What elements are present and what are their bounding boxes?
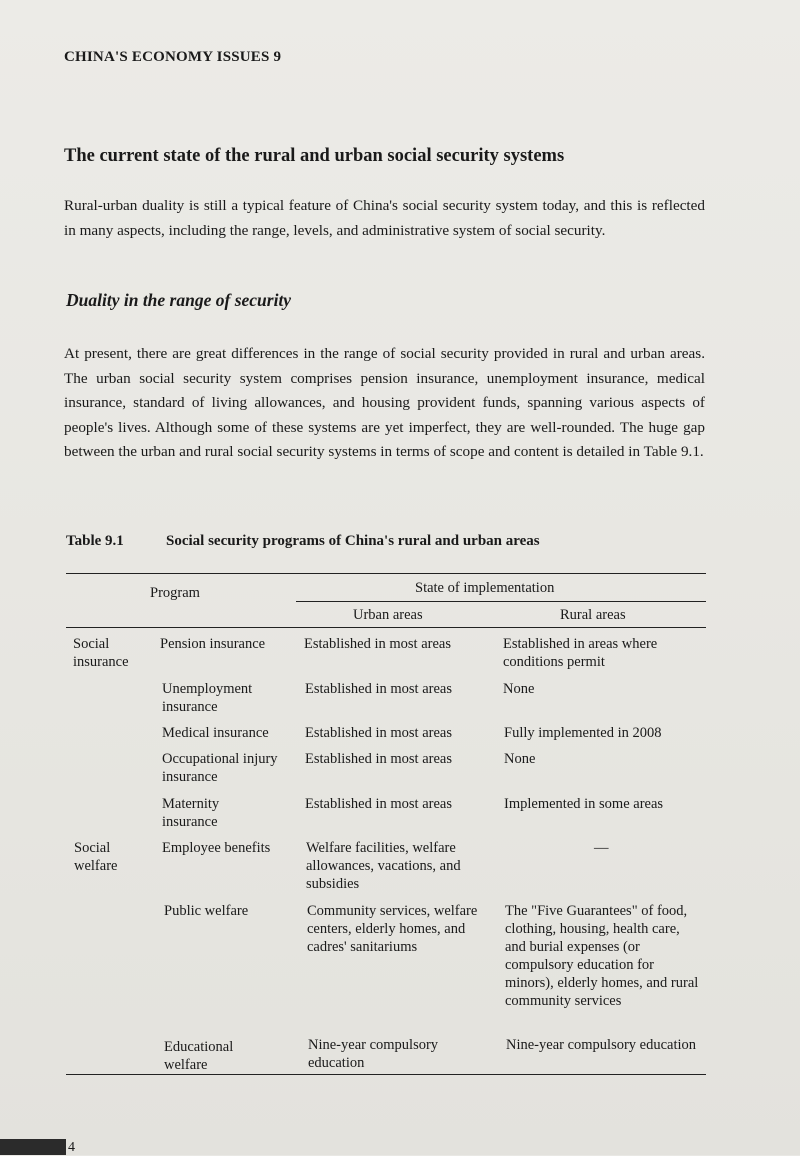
running-head: CHINA'S ECONOMY ISSUES 9 [64, 49, 282, 65]
table-top-rule [66, 573, 706, 574]
footer-bar [0, 1139, 66, 1155]
subhead-rule [66, 627, 706, 628]
program-cell: Pension insurance [160, 636, 266, 652]
program-cell: Public welfare [164, 903, 249, 919]
page-number: 4 [68, 1140, 75, 1155]
table-number: Table 9.1 [66, 533, 124, 549]
program-cell: Educational welfare [164, 1039, 234, 1073]
rural-cell: None [503, 681, 535, 697]
rural-cell: Nine-year compulsory education [506, 1037, 697, 1053]
rural-cell: — [594, 840, 609, 856]
rural-cell: Established in areas where conditions permit [503, 636, 658, 670]
program-cell: Occupational injury insurance [162, 751, 278, 785]
urban-cell: Established in most areas [305, 725, 452, 741]
table-caption [66, 533, 540, 550]
state-header-rule [296, 601, 706, 602]
rural-cell: Implemented in some areas [504, 796, 664, 812]
group-label: Social insurance [73, 636, 129, 670]
program-cell: Maternity insurance [162, 796, 220, 830]
group-label: Social welfare [74, 840, 118, 874]
subsection-title: Duality in the range of security [66, 290, 292, 310]
rural-cell: The "Five Guarantees" of food, clothing, housing, health care, and burial expenses (or compulsory education for minors), elderly homes, and rural community services [505, 903, 699, 1009]
urban-cell: Established in most areas [305, 681, 452, 697]
urban-cell: Community services, welfare centers, elderly homes, and cadres' sanitariums [307, 903, 478, 955]
rural-cell: Fully implemented in 2008 [504, 725, 662, 741]
header-state: State of implementation [415, 580, 555, 596]
urban-cell: Welfare facilities, welfare allowances, vacations, and subsidies [306, 840, 461, 892]
table-title: Social security programs of China's rural and urban areas [166, 533, 540, 549]
header-program: Program [150, 585, 200, 601]
body-paragraph: At present, there are great differences in the range of social security provided in rural and urban areas. The urban social security system comprises pension insurance, unemployment insurance, medical insurance, standard of living allowances, and housing provident funds, spanning various aspects of people's lives. Although some of these systems are yet imperfect, they are well-rounded. The huge gap between the urban and rural social security systems in terms of scope and content is detailed in Table 9.1. [64, 345, 705, 461]
header-urban: Urban areas [353, 607, 423, 623]
urban-cell: Nine-year compulsory education [308, 1037, 439, 1071]
section-title: The current state of the rural and urban social security systems [64, 146, 565, 166]
header-rural: Rural areas [560, 607, 626, 623]
program-cell: Medical insurance [162, 725, 269, 741]
urban-cell: Established in most areas [305, 796, 452, 812]
intro-paragraph: Rural-urban duality is still a typical feature of China's social security system today, and this is reflected in many aspects, including the range, levels, and administrative system of social security. [64, 197, 705, 239]
urban-cell: Established in most areas [304, 636, 451, 652]
program-cell: Unemployment insurance [162, 681, 253, 715]
table-bottom-rule [66, 1074, 706, 1075]
rural-cell: None [504, 751, 536, 767]
urban-cell: Established in most areas [305, 751, 452, 767]
program-cell: Employee benefits [162, 840, 271, 856]
